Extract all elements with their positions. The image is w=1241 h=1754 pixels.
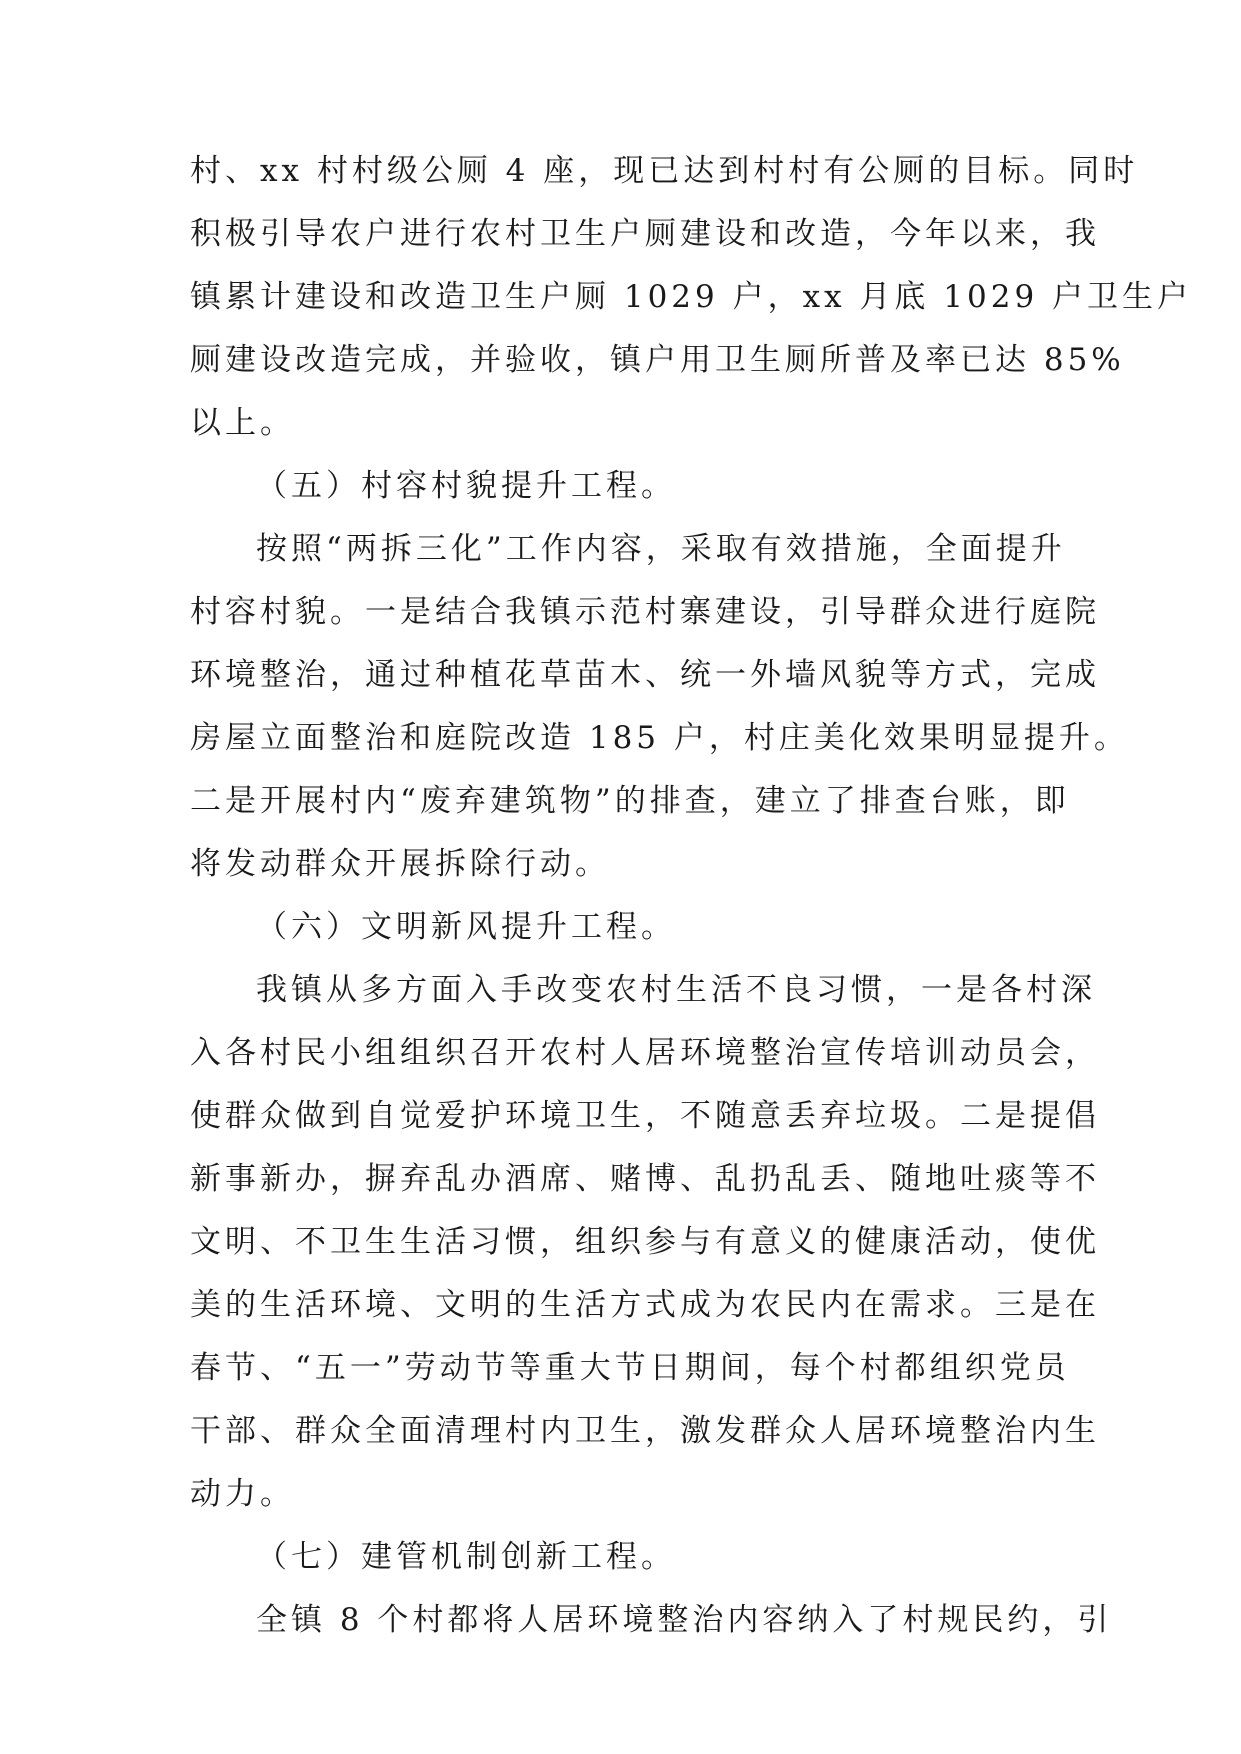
text-line: 动力。 bbox=[190, 1476, 295, 1512]
text-line: 将发动群众开展拆除行动。 bbox=[190, 846, 610, 882]
text-line: 入各村民小组组织召开农村人居环境整治宣传培训动员会， bbox=[190, 1035, 1100, 1071]
text-line: 二是开展村内“废弃建筑物”的排查，建立了排查台账，即 bbox=[190, 783, 1070, 819]
text-line: 环境整治，通过种植花草苗木、统一外墙风貌等方式，完成 bbox=[190, 657, 1100, 693]
text-line: 镇累计建设和改造卫生户厕 1029 户，xx 月底 1029 户卫生户 bbox=[190, 279, 1193, 315]
text-line: 春节、“五一”劳动节等重大节日期间，每个村都组织党员 bbox=[190, 1350, 1070, 1386]
text-line: 以上。 bbox=[190, 405, 295, 441]
text-line: 厕建设改造完成，并验收，镇户用卫生厕所普及率已达 85% bbox=[190, 342, 1125, 378]
text-line: 新事新办，摒弃乱办酒席、赌博、乱扔乱丢、随地吐痰等不 bbox=[190, 1161, 1100, 1197]
text-line: 村容村貌。一是结合我镇示范村寨建设，引导群众进行庭院 bbox=[190, 594, 1100, 630]
paragraph-start: 我镇从多方面入手改变农村生活不良习惯，一是各村深 bbox=[256, 972, 1096, 1008]
text-line: 文明、不卫生生活习惯，组织参与有意义的健康活动，使优 bbox=[190, 1224, 1100, 1260]
text-line: 房屋立面整治和庭院改造 185 户，村庄美化效果明显提升。 bbox=[190, 720, 1129, 756]
text-line: 村、xx 村村级公厕 4 座，现已达到村村有公厕的目标。同时 bbox=[190, 153, 1139, 189]
text-line: 使群众做到自觉爱护环境卫生，不随意丢弃垃圾。二是提倡 bbox=[190, 1098, 1100, 1134]
text-line: 积极引导农户进行农村卫生户厕建设和改造，今年以来，我 bbox=[190, 216, 1100, 252]
paragraph-start: 按照“两拆三化”工作内容，采取有效措施，全面提升 bbox=[256, 531, 1066, 567]
paragraph-start: 全镇 8 个村都将人居环境整治内容纳入了村规民约，引 bbox=[256, 1602, 1113, 1638]
section-heading: （五）村容村貌提升工程。 bbox=[256, 468, 676, 504]
section-heading: （六）文明新风提升工程。 bbox=[256, 909, 676, 945]
text-line: 干部、群众全面清理村内卫生，激发群众人居环境整治内生 bbox=[190, 1413, 1100, 1449]
text-line: 美的生活环境、文明的生活方式成为农民内在需求。三是在 bbox=[190, 1287, 1100, 1323]
document-page bbox=[190, 140, 1193, 1652]
section-heading: （七）建管机制创新工程。 bbox=[256, 1539, 676, 1575]
